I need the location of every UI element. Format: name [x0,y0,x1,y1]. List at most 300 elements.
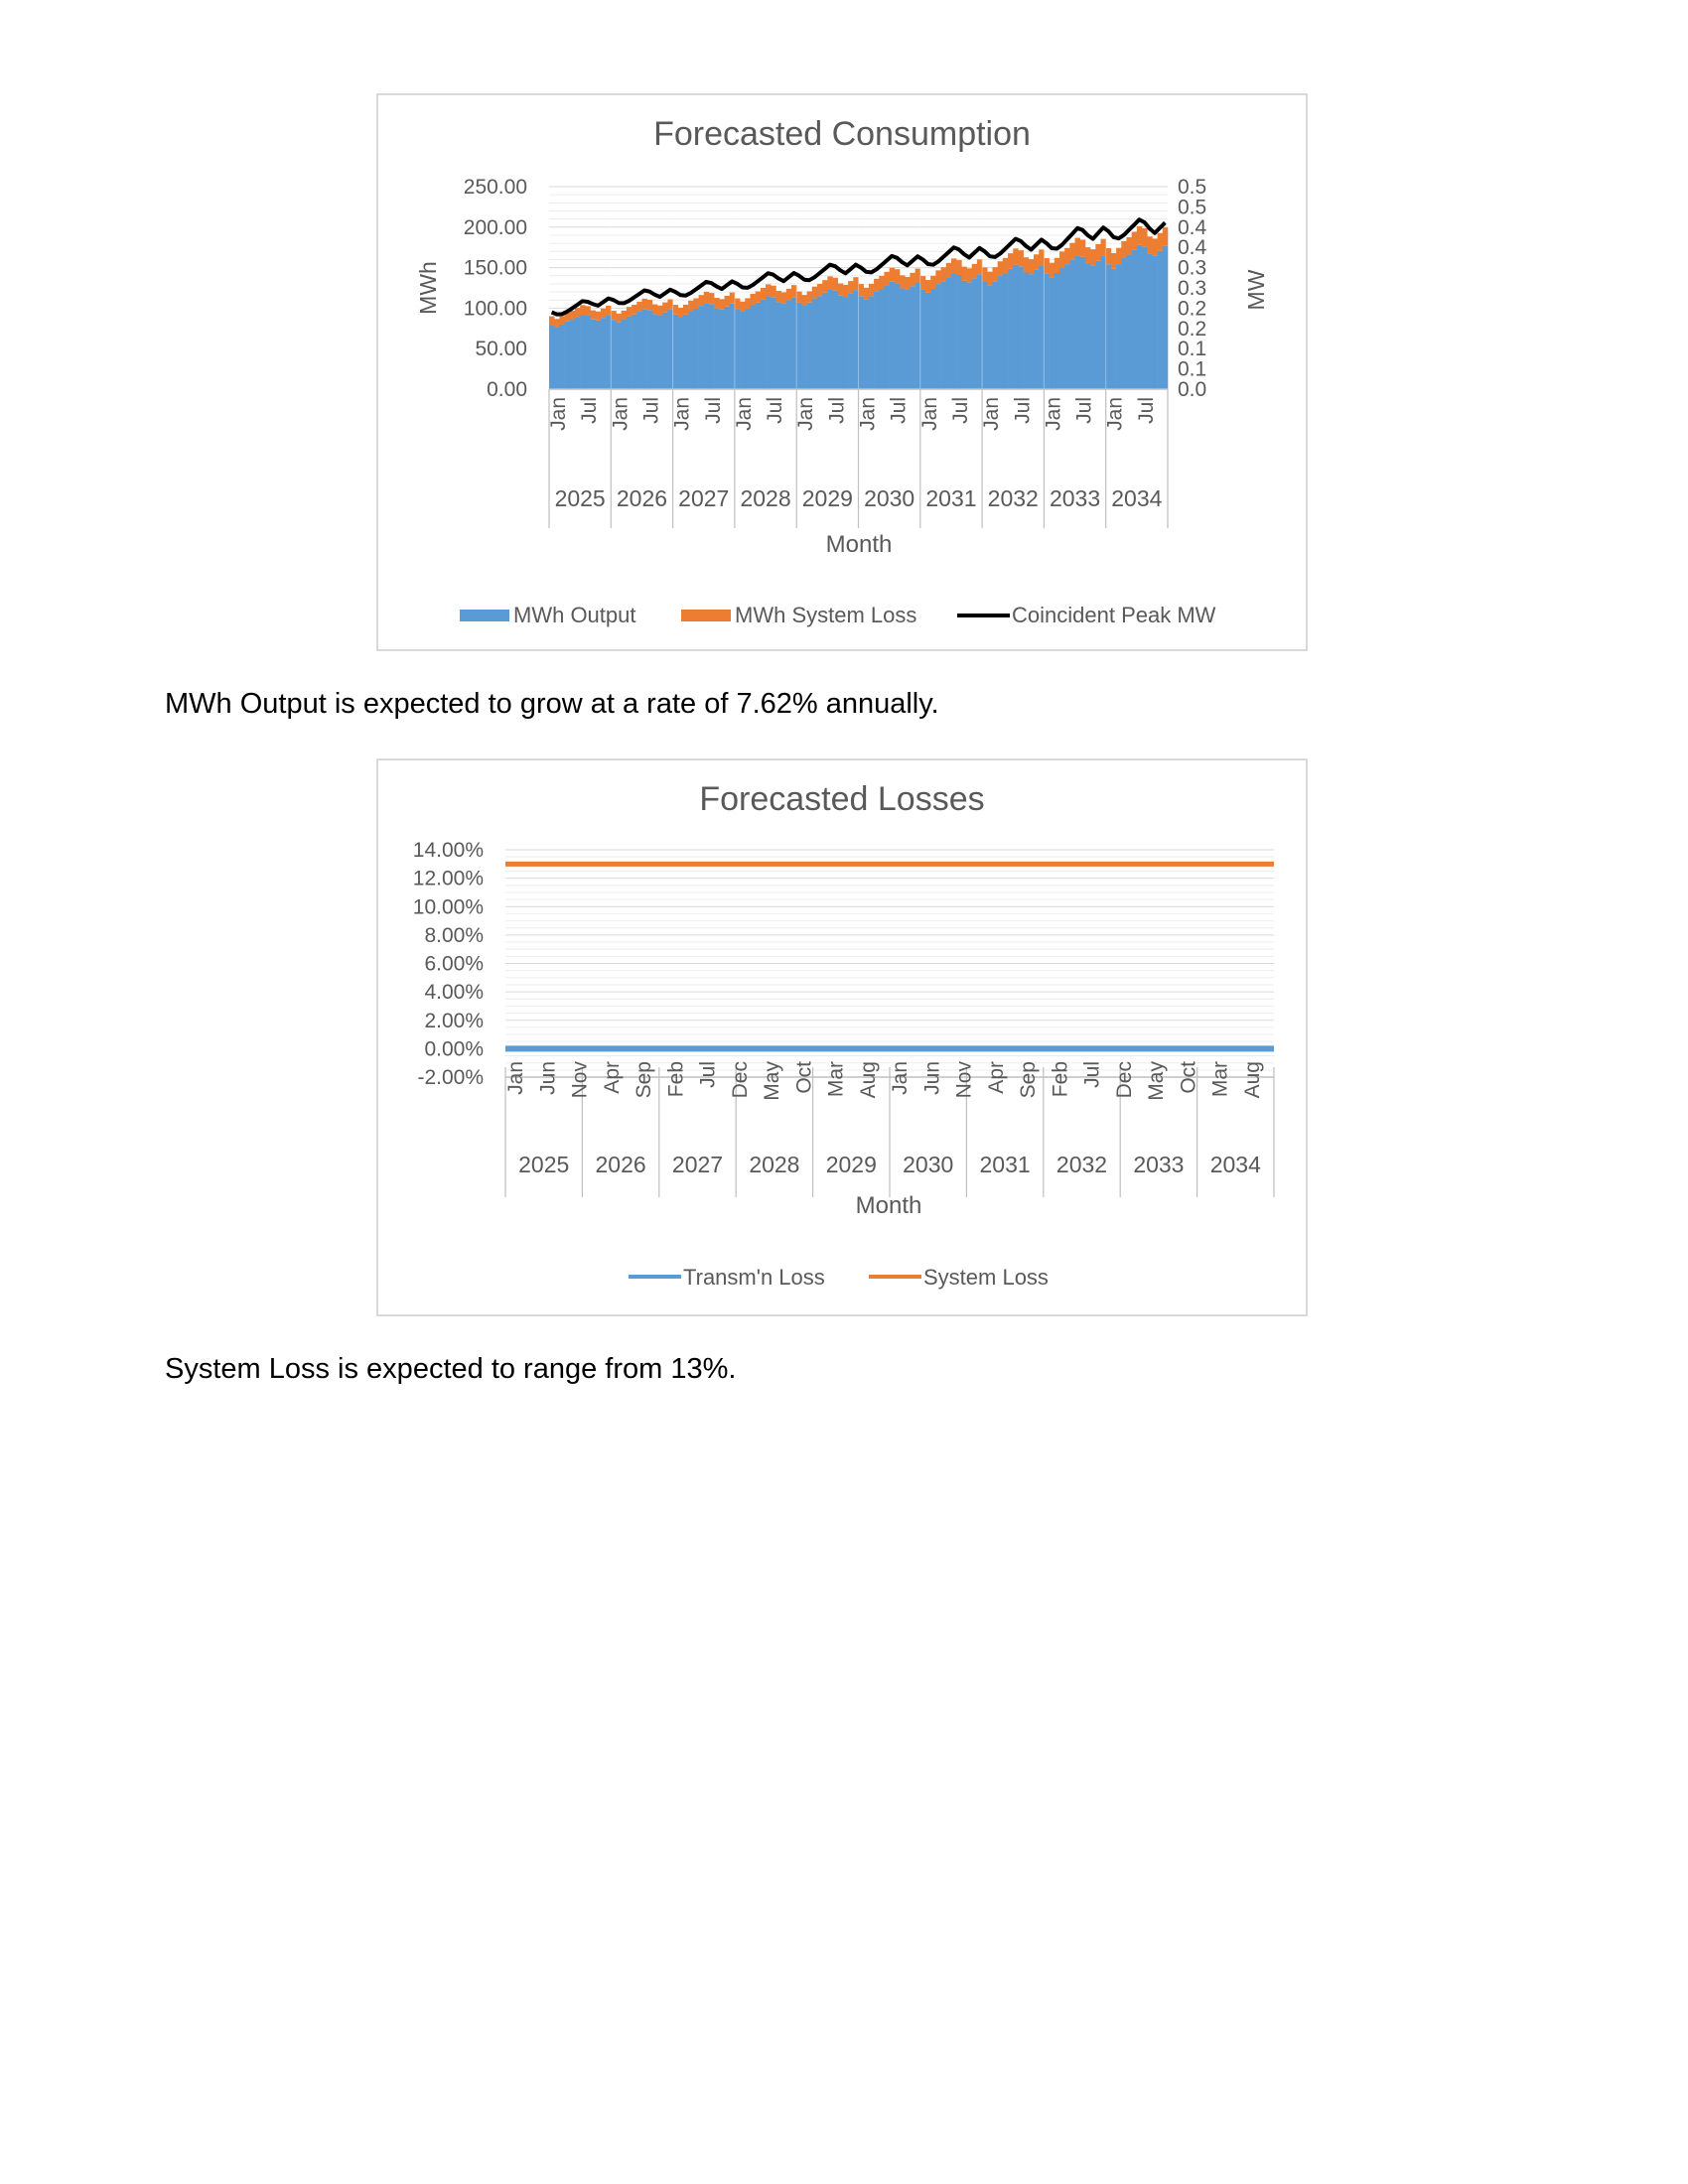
bar-mwh-system-loss [812,287,817,299]
bar-mwh-output [992,281,997,389]
bar-mwh-system-loss [864,288,869,300]
bar-mwh-system-loss [627,307,632,317]
bar-mwh-output [935,284,940,389]
bar-mwh-output [616,323,621,389]
bar-mwh-output [1059,267,1064,389]
bar-mwh-output [843,297,848,389]
bar-mwh-output [890,282,895,389]
bar-mwh-output [1121,258,1126,389]
bar-mwh-output [611,320,616,389]
bar-mwh-system-loss [920,276,925,289]
bar-mwh-system-loss [652,305,657,315]
bar-mwh-output [591,320,596,389]
y-tick-label: 10.00% [412,895,484,919]
bar-mwh-system-loss [678,308,683,317]
bar-mwh-output [961,281,966,389]
bar-mwh-output [874,292,879,389]
y2-axis-title: MW [1243,269,1269,311]
bar-mwh-output [575,318,580,389]
bar-mwh-output [647,310,652,389]
bar-mwh-system-loss [775,291,780,302]
legend-label-coincident-peak: Coincident Peak MW [1012,603,1216,627]
bar-mwh-system-loss [611,311,616,320]
bar-mwh-system-loss [833,278,838,291]
bar-mwh-output [791,297,796,389]
bar-mwh-output [1111,269,1116,389]
bar-mwh-output [1018,266,1023,389]
y2-tick-label: 0.2 [1178,317,1207,341]
bar-mwh-output [853,290,858,389]
x-month-label: Jun [920,1061,944,1095]
bar-mwh-output [699,306,704,389]
bar-mwh-output [879,289,884,389]
x-month-label: Apr [984,1061,1008,1094]
bar-mwh-system-loss [1008,253,1013,269]
bar-mwh-system-loss [1106,248,1111,264]
y-tick-label: -2.00% [417,1066,484,1089]
y-tick-label: 150.00 [463,256,527,280]
bar-mwh-output [998,276,1003,389]
bar-mwh-output [688,311,693,389]
bar-mwh-output [1101,256,1106,389]
bar-mwh-output [817,296,822,389]
bar-mwh-output [951,274,956,389]
bar-mwh-system-loss [1044,258,1049,273]
bar-mwh-system-loss [977,259,982,274]
bar-mwh-output [801,306,806,389]
bar-mwh-output [920,289,925,389]
x-month-label: Jan [547,397,570,431]
bar-mwh-output [627,317,632,389]
x-month-label: Sep [1017,1061,1040,1099]
bar-mwh-system-loss [1095,244,1100,261]
x-month-label: Jan [980,397,1004,431]
bar-mwh-system-loss [1029,259,1034,274]
bar-mwh-system-loss [719,299,724,309]
bar-mwh-output [1044,273,1049,389]
bar-mwh-output [1147,254,1152,389]
bar-mwh-system-loss [915,269,920,283]
bar-mwh-output [930,289,935,389]
x-year-label: 2033 [1049,485,1101,511]
x-month-label: Jan [670,397,694,431]
bar-mwh-system-loss [998,261,1003,276]
bar-mwh-system-loss [1075,238,1080,256]
bar-mwh-system-loss [992,267,997,281]
bar-mwh-output [719,310,724,389]
bar-mwh-system-loss [1034,254,1039,270]
losses-chart-svg [378,760,1306,1314]
bar-mwh-output [771,298,775,389]
bar-mwh-output [1152,256,1157,389]
bar-mwh-output [585,316,590,389]
bar-mwh-system-loss [714,298,719,309]
x-year-label: 2027 [671,1152,724,1177]
bar-mwh-output [652,314,657,389]
bar-mwh-system-loss [740,302,745,312]
bar-mwh-system-loss [951,258,956,273]
x-month-label: Jan [856,397,880,431]
bar-mwh-output [1085,264,1090,389]
bar-mwh-system-loss [1158,233,1163,251]
bar-mwh-system-loss [1147,236,1152,254]
bar-mwh-system-loss [1163,227,1168,246]
bar-mwh-system-loss [750,294,755,305]
bar-mwh-output [730,304,735,389]
bar-mwh-output [1137,245,1142,389]
bar-mwh-output [1008,269,1013,389]
bar-mwh-system-loss [791,285,796,297]
bar-mwh-system-loss [843,285,848,297]
bar-mwh-system-loss [667,299,672,309]
x-month-label: Oct [792,1061,816,1094]
x-year-label: 2034 [1111,485,1163,511]
y-tick-label: 8.00% [424,923,484,947]
bar-mwh-system-loss [900,275,905,288]
x-month-label: Jan [1103,397,1127,431]
bar-mwh-output [693,309,698,389]
bar-mwh-system-loss [1069,243,1074,260]
bar-mwh-system-loss [575,308,580,317]
bar-mwh-system-loss [884,272,889,286]
y-axis-title: MWh [415,261,441,315]
bar-mwh-system-loss [606,306,611,316]
bar-mwh-system-loss [1013,248,1018,264]
bar-mwh-output [761,300,766,389]
bar-mwh-output [596,321,601,389]
bar-mwh-output [1142,247,1147,389]
bar-mwh-output [740,312,745,389]
bar-mwh-system-loss [1142,228,1147,247]
consumption-chart [376,93,1308,651]
bar-mwh-system-loss [1085,247,1090,263]
x-month-label: Feb [1049,1061,1072,1098]
x-month-label: Jul [1080,1061,1104,1088]
bar-mwh-system-loss [662,303,667,313]
bar-mwh-output [735,309,740,389]
bar-mwh-output [709,304,714,389]
y-tick-label: 0.00 [487,378,527,401]
bar-mwh-system-loss [1121,241,1126,258]
bar-mwh-system-loss [967,268,972,282]
y-tick-label: 4.00% [424,981,484,1005]
bar-mwh-output [1126,255,1131,389]
bar-mwh-system-loss [601,309,606,318]
bar-mwh-output [714,309,719,389]
bar-mwh-system-loss [1018,250,1023,266]
y2-tick-label: 0.0 [1178,378,1207,401]
y-tick-label: 2.00% [424,1009,484,1032]
bar-mwh-output [775,302,780,389]
consumption-chart-svg [378,95,1306,649]
bar-mwh-output [1064,264,1069,389]
bar-mwh-output [745,309,750,389]
bar-mwh-output [822,293,827,389]
bar-mwh-system-loss [786,289,791,301]
bar-mwh-output [910,286,914,389]
bar-mwh-system-loss [1132,231,1137,249]
bar-mwh-output [1024,273,1029,389]
bar-mwh-output [838,296,843,389]
bar-mwh-output [1013,265,1018,389]
y2-tick-label: 0.4 [1178,215,1207,239]
y-tick-label: 6.00% [424,952,484,976]
x-year-label: 2030 [903,1152,954,1177]
bar-mwh-system-loss [817,284,822,296]
bar-mwh-output [1106,264,1111,389]
bar-mwh-system-loss [735,299,740,310]
x-month-label: Jun [536,1061,560,1095]
bar-mwh-output [827,289,832,389]
y2-tick-label: 0.3 [1178,256,1207,280]
bar-mwh-system-loss [1050,263,1055,278]
x-month-label: Jul [764,397,787,424]
bar-mwh-system-loss [704,292,709,303]
bar-mwh-system-loss [1064,248,1069,264]
bar-mwh-system-loss [596,312,601,321]
bar-mwh-output [848,294,853,389]
x-year-label: 2032 [987,485,1039,511]
bar-mwh-system-loss [925,280,930,293]
bar-mwh-system-loss [616,314,621,323]
x-month-label: Nov [952,1061,976,1099]
x-year-label: 2028 [740,485,791,511]
bar-mwh-system-loss [641,299,646,309]
x-month-label: Jul [825,397,849,424]
bar-mwh-system-loss [1039,249,1044,265]
bar-mwh-output [1034,270,1039,389]
bar-mwh-output [812,299,817,389]
bar-mwh-system-loss [987,272,992,286]
y-tick-label: 200.00 [463,215,527,239]
bar-mwh-output [549,325,554,389]
bar-mwh-output [1050,277,1055,389]
bar-mwh-system-loss [910,273,914,286]
bar-mwh-output [622,320,627,389]
bar-mwh-system-loss [1090,249,1095,265]
bar-mwh-system-loss [699,295,704,306]
bar-mwh-output [1075,255,1080,389]
bar-mwh-output [786,300,791,389]
x-year-label: 2031 [979,1152,1031,1177]
bar-mwh-system-loss [859,284,864,296]
bar-mwh-system-loss [1101,239,1106,256]
x-month-label: Dec [728,1061,752,1099]
x-month-label: Jul [639,397,663,424]
consumption-summary-text: MWh Output is expected to grow at a rate of 7.62% annually. [165,688,939,720]
y2-tick-label: 0.5 [1178,176,1207,199]
bar-mwh-system-loss [756,291,761,302]
x-month-label: Oct [1177,1061,1200,1094]
bar-mwh-output [601,318,606,389]
bar-mwh-output [956,275,961,389]
chart-title: Forecasted Consumption [653,115,1031,153]
y-tick-label: 0.00% [424,1037,484,1061]
bar-mwh-output [1132,250,1137,389]
bar-mwh-system-loss [554,319,559,327]
bar-mwh-output [673,315,678,389]
bar-mwh-system-loss [796,292,801,303]
bar-mwh-system-loss [930,276,935,289]
x-year-label: 2031 [925,485,977,511]
bar-mwh-system-loss [1003,258,1008,273]
y2-tick-label: 0.1 [1178,357,1207,381]
bar-mwh-system-loss [822,280,827,293]
bar-mwh-system-loss [827,276,832,289]
bar-mwh-system-loss [1116,248,1121,264]
bar-mwh-system-loss [946,263,951,278]
legend-label-mwh-system-loss: MWh System Loss [735,603,917,627]
bar-mwh-system-loss [1080,239,1085,256]
bar-mwh-output [895,283,900,389]
bar-mwh-system-loss [657,306,662,316]
bar-mwh-system-loss [673,305,678,315]
bar-mwh-output [1080,257,1085,389]
bar-mwh-output [1039,266,1044,389]
y-tick-label: 14.00% [412,839,484,862]
x-month-label: Apr [600,1061,624,1094]
bar-mwh-output [559,325,564,389]
bar-mwh-system-loss [801,295,806,306]
x-year-label: 2025 [518,1152,570,1177]
bar-mwh-system-loss [1059,251,1064,267]
bar-mwh-system-loss [580,305,585,315]
bar-mwh-output [725,307,730,389]
x-year-label: 2029 [801,485,853,511]
x-month-label: Jan [917,397,941,431]
bar-mwh-output [1069,260,1074,389]
bar-mwh-output [1055,273,1059,389]
bar-mwh-system-loss [683,305,688,315]
x-year-label: 2025 [554,485,606,511]
x-month-label: Jan [889,1061,912,1095]
bar-mwh-system-loss [982,267,987,281]
bar-mwh-output [915,283,920,389]
legend [629,1265,1049,1290]
legend [460,603,1216,627]
bar-mwh-output [1090,265,1095,389]
losses-chart [376,758,1308,1316]
bar-mwh-output [678,317,683,389]
bar-mwh-system-loss [745,298,750,309]
bar-mwh-output [884,285,889,389]
x-month-label: Jul [1134,397,1158,424]
bar-mwh-output [869,296,874,389]
legend-label-mwh-output: MWh Output [513,603,636,627]
bar-mwh-output [554,327,559,389]
bar-mwh-system-loss [766,284,771,296]
legend-label-system-loss: System Loss [923,1265,1049,1290]
x-month-label: Jan [1042,397,1065,431]
x-month-label: May [1145,1061,1168,1101]
x-month-label: Jul [696,1061,720,1088]
bar-mwh-system-loss [549,317,554,325]
x-year-label: 2032 [1055,1152,1108,1177]
chart-title: Forecasted Losses [699,780,985,818]
legend-swatch-mwh-system-loss [681,610,731,621]
bar-mwh-output [1029,274,1034,389]
bar-mwh-system-loss [636,302,641,312]
bar-mwh-system-loss [961,267,966,281]
x-year-label: 2034 [1209,1152,1261,1177]
bar-mwh-output [1163,246,1168,389]
bar-mwh-output [972,278,977,389]
bar-mwh-output [756,303,761,389]
bar-mwh-system-loss [693,298,698,309]
y2-tick-label: 0.1 [1178,338,1207,361]
bar-mwh-output [636,312,641,389]
bar-mwh-output [807,303,812,389]
bar-mwh-output [946,277,951,389]
bar-mwh-system-loss [853,277,858,290]
bar-mwh-output [704,303,709,389]
bar-mwh-system-loss [1111,253,1116,269]
bar-mwh-system-loss [1152,238,1157,255]
bar-mwh-system-loss [972,264,977,279]
bar-mwh-system-loss [781,292,786,303]
x-month-label: Jan [732,397,756,431]
x-month-label: Jan [609,397,633,431]
bar-mwh-system-loss [1024,257,1029,272]
bar-mwh-output [1158,251,1163,389]
bar-mwh-output [833,291,838,389]
x-axis-title: Month [855,1192,922,1219]
bar-mwh-system-loss [895,269,900,283]
bar-mwh-output [606,316,611,389]
x-month-label: Jul [887,397,911,424]
bar-mwh-output [900,289,905,389]
y2-tick-label: 0.5 [1178,196,1207,219]
bar-mwh-output [766,297,771,389]
x-month-label: Jul [948,397,972,424]
x-axis-title: Month [825,531,893,558]
bar-mwh-output [632,315,636,389]
x-month-label: Dec [1112,1061,1136,1099]
bar-mwh-system-loss [879,276,884,289]
bar-mwh-system-loss [956,260,961,275]
x-month-label: Jan [504,1061,527,1095]
bar-mwh-system-loss [647,300,652,310]
bar-mwh-system-loss [869,284,874,296]
y-tick-label: 250.00 [463,176,527,199]
bar-mwh-system-loss [622,311,627,320]
x-month-label: Jul [578,397,602,424]
bar-mwh-output [941,281,946,389]
bar-mwh-system-loss [688,301,693,311]
x-year-label: 2026 [595,1152,646,1177]
bar-mwh-output [905,290,910,389]
bar-mwh-system-loss [771,286,775,298]
bar-mwh-output [662,313,667,389]
bar-mwh-output [1095,261,1100,389]
x-month-label: Mar [824,1061,848,1098]
bar-mwh-output [641,309,646,389]
bar-mwh-output [565,322,570,389]
bar-mwh-output [580,315,585,389]
legend-label-transmission-loss: Transm'n Loss [683,1265,825,1290]
bar-mwh-output [781,304,786,389]
bar-mwh-output [657,315,662,389]
bar-mwh-output [1003,273,1008,389]
bar-mwh-output [667,310,672,389]
bar-mwh-output [859,296,864,389]
bar-mwh-output [925,293,930,389]
bar-mwh-system-loss [1137,226,1142,245]
x-month-label: May [761,1061,783,1101]
x-month-label: Jul [1011,397,1035,424]
x-month-label: Mar [1208,1061,1232,1098]
y-tick-label: 50.00 [475,338,527,361]
